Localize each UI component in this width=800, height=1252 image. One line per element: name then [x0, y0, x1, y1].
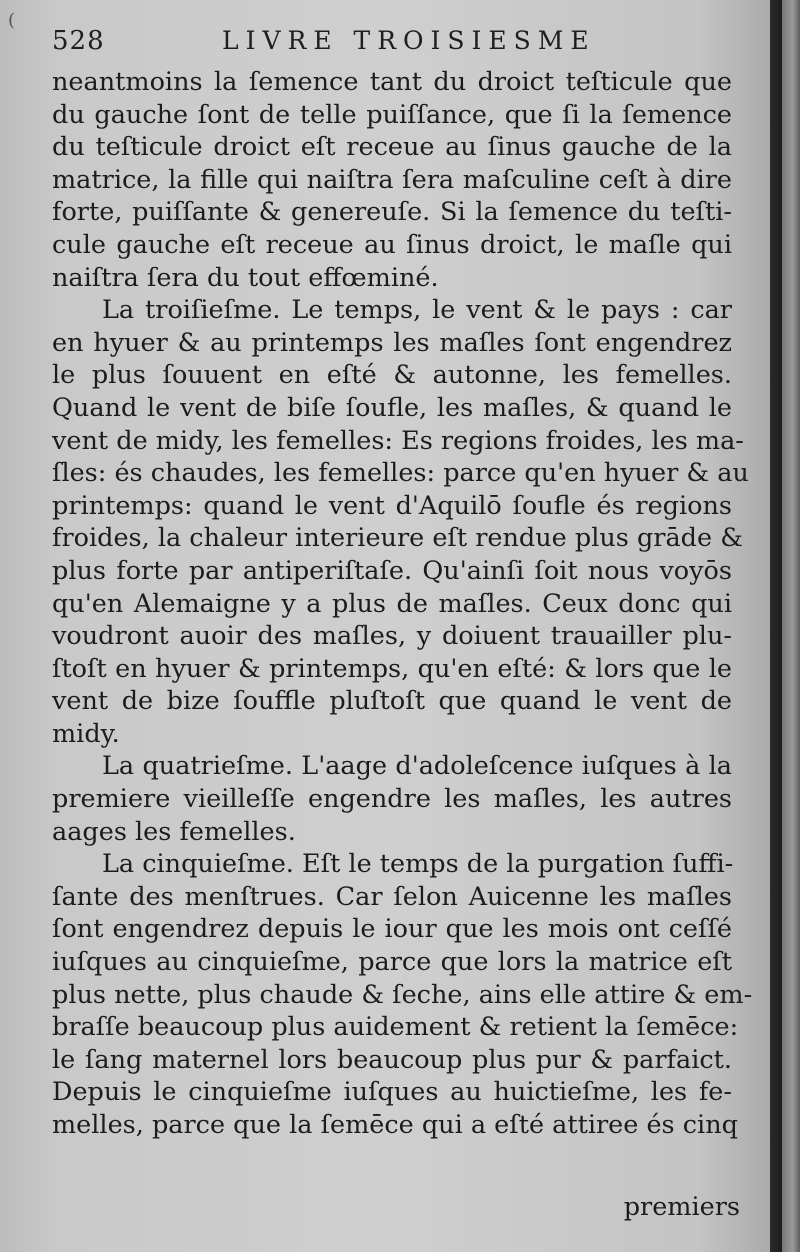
- text-line: La cinquieſme. Eſt le temps de la purgation ſuffi-: [102, 849, 734, 880]
- text-line: neantmoins la ſemence tant du droict teſticule que: [52, 67, 732, 97]
- text-line: du teſticule droict eſt receue au ſinus gauche de la: [52, 132, 732, 163]
- text-line: ſante des menſtrues. Car ſelon Auicenne les maſles: [52, 881, 732, 912]
- text-line: du gauche ſont de telle puiſſance, que ſi la ſemence: [52, 99, 732, 130]
- text-line: ſont engendrez depuis le iour que les mois ont ceſſé: [52, 914, 732, 945]
- text-line: naiſtra ſera du tout effœminé.: [52, 262, 439, 293]
- text-line: vent de bize ſouffle pluſtoſt que quand le vent de: [52, 686, 732, 717]
- text-line: ſtoſt en hyuer & printemps, qu'en eſté: & lors que le: [52, 653, 732, 684]
- text-line: premiere vieilleſſe engendre les maſles, les autres: [52, 784, 732, 815]
- page-number: 528: [52, 26, 105, 56]
- text-line: aages les femelles.: [52, 816, 296, 847]
- text-line: forte, puiſſante & genereuſe. Si la ſemence du teſti-: [52, 197, 732, 228]
- text-line: iuſques au cinquieſme, parce que lors la matrice eſt: [52, 947, 732, 978]
- text-line: printemps: quand le vent d'Aquilō ſoufle és regions: [52, 490, 732, 521]
- text-line: froides, la chaleur interieure eſt rendue plus grāde &: [52, 523, 743, 554]
- text-line: en hyuer & au printemps les maſles ſont engendrez: [52, 327, 732, 358]
- text-line: vent de midy, les femelles: Es regions froides, les ma-: [52, 425, 744, 456]
- text-line: matrice, la fille qui naiſtra ſera maſculine ceſt à dire: [52, 164, 732, 195]
- running-title: LIVRE TROISIESME: [222, 26, 596, 55]
- text-line: Quand le vent de biſe ſoufle, les maſles, & quand le: [52, 392, 732, 423]
- text-line: voudront auoir des maſles, y doiuent trauailler plu-: [52, 621, 732, 652]
- text-line: ſles: és chaudes, les femelles: parce qu'en hyuer & au: [52, 458, 749, 489]
- text-line: le ſang maternel lors beaucoup plus pur & parfaict.: [52, 1044, 732, 1075]
- margin-mark: (: [8, 10, 16, 31]
- text-line: plus forte par antiperiſtaſe. Qu'ainſi ſoit nous voyōs: [52, 555, 732, 586]
- page-header: [52, 24, 738, 64]
- text-line: qu'en Alemaigne y a plus de maſles. Ceux donc qui: [52, 588, 732, 619]
- text-line: midy.: [52, 718, 120, 749]
- facing-page-edge: [782, 0, 800, 1252]
- text-line: le plus ſouuent en eſté & autonne, les femelles.: [52, 360, 732, 391]
- text-line: Depuis le cinquieſme iuſques au huictieſme, les fe-: [52, 1077, 732, 1108]
- text-line: La quatrieſme. L'aage d'adoleſcence iuſques à la: [102, 751, 732, 782]
- text-line: melles, parce que la ſemēce qui a eſté attiree és cinq: [52, 1110, 738, 1140]
- text-line: cule gauche eſt receue au ſinus droict, le maſle qui: [52, 229, 732, 260]
- text-line: plus nette, plus chaude & ſeche, ains elle attire & em-: [52, 979, 753, 1010]
- text-line: braſſe beaucoup plus auidement & retient la ſemēce:: [52, 1012, 739, 1043]
- catchword: premiers: [623, 1192, 740, 1222]
- body-text: [52, 66, 753, 1142]
- text-line: La troiſieſme. Le temps, le vent & le pays : car: [102, 295, 732, 326]
